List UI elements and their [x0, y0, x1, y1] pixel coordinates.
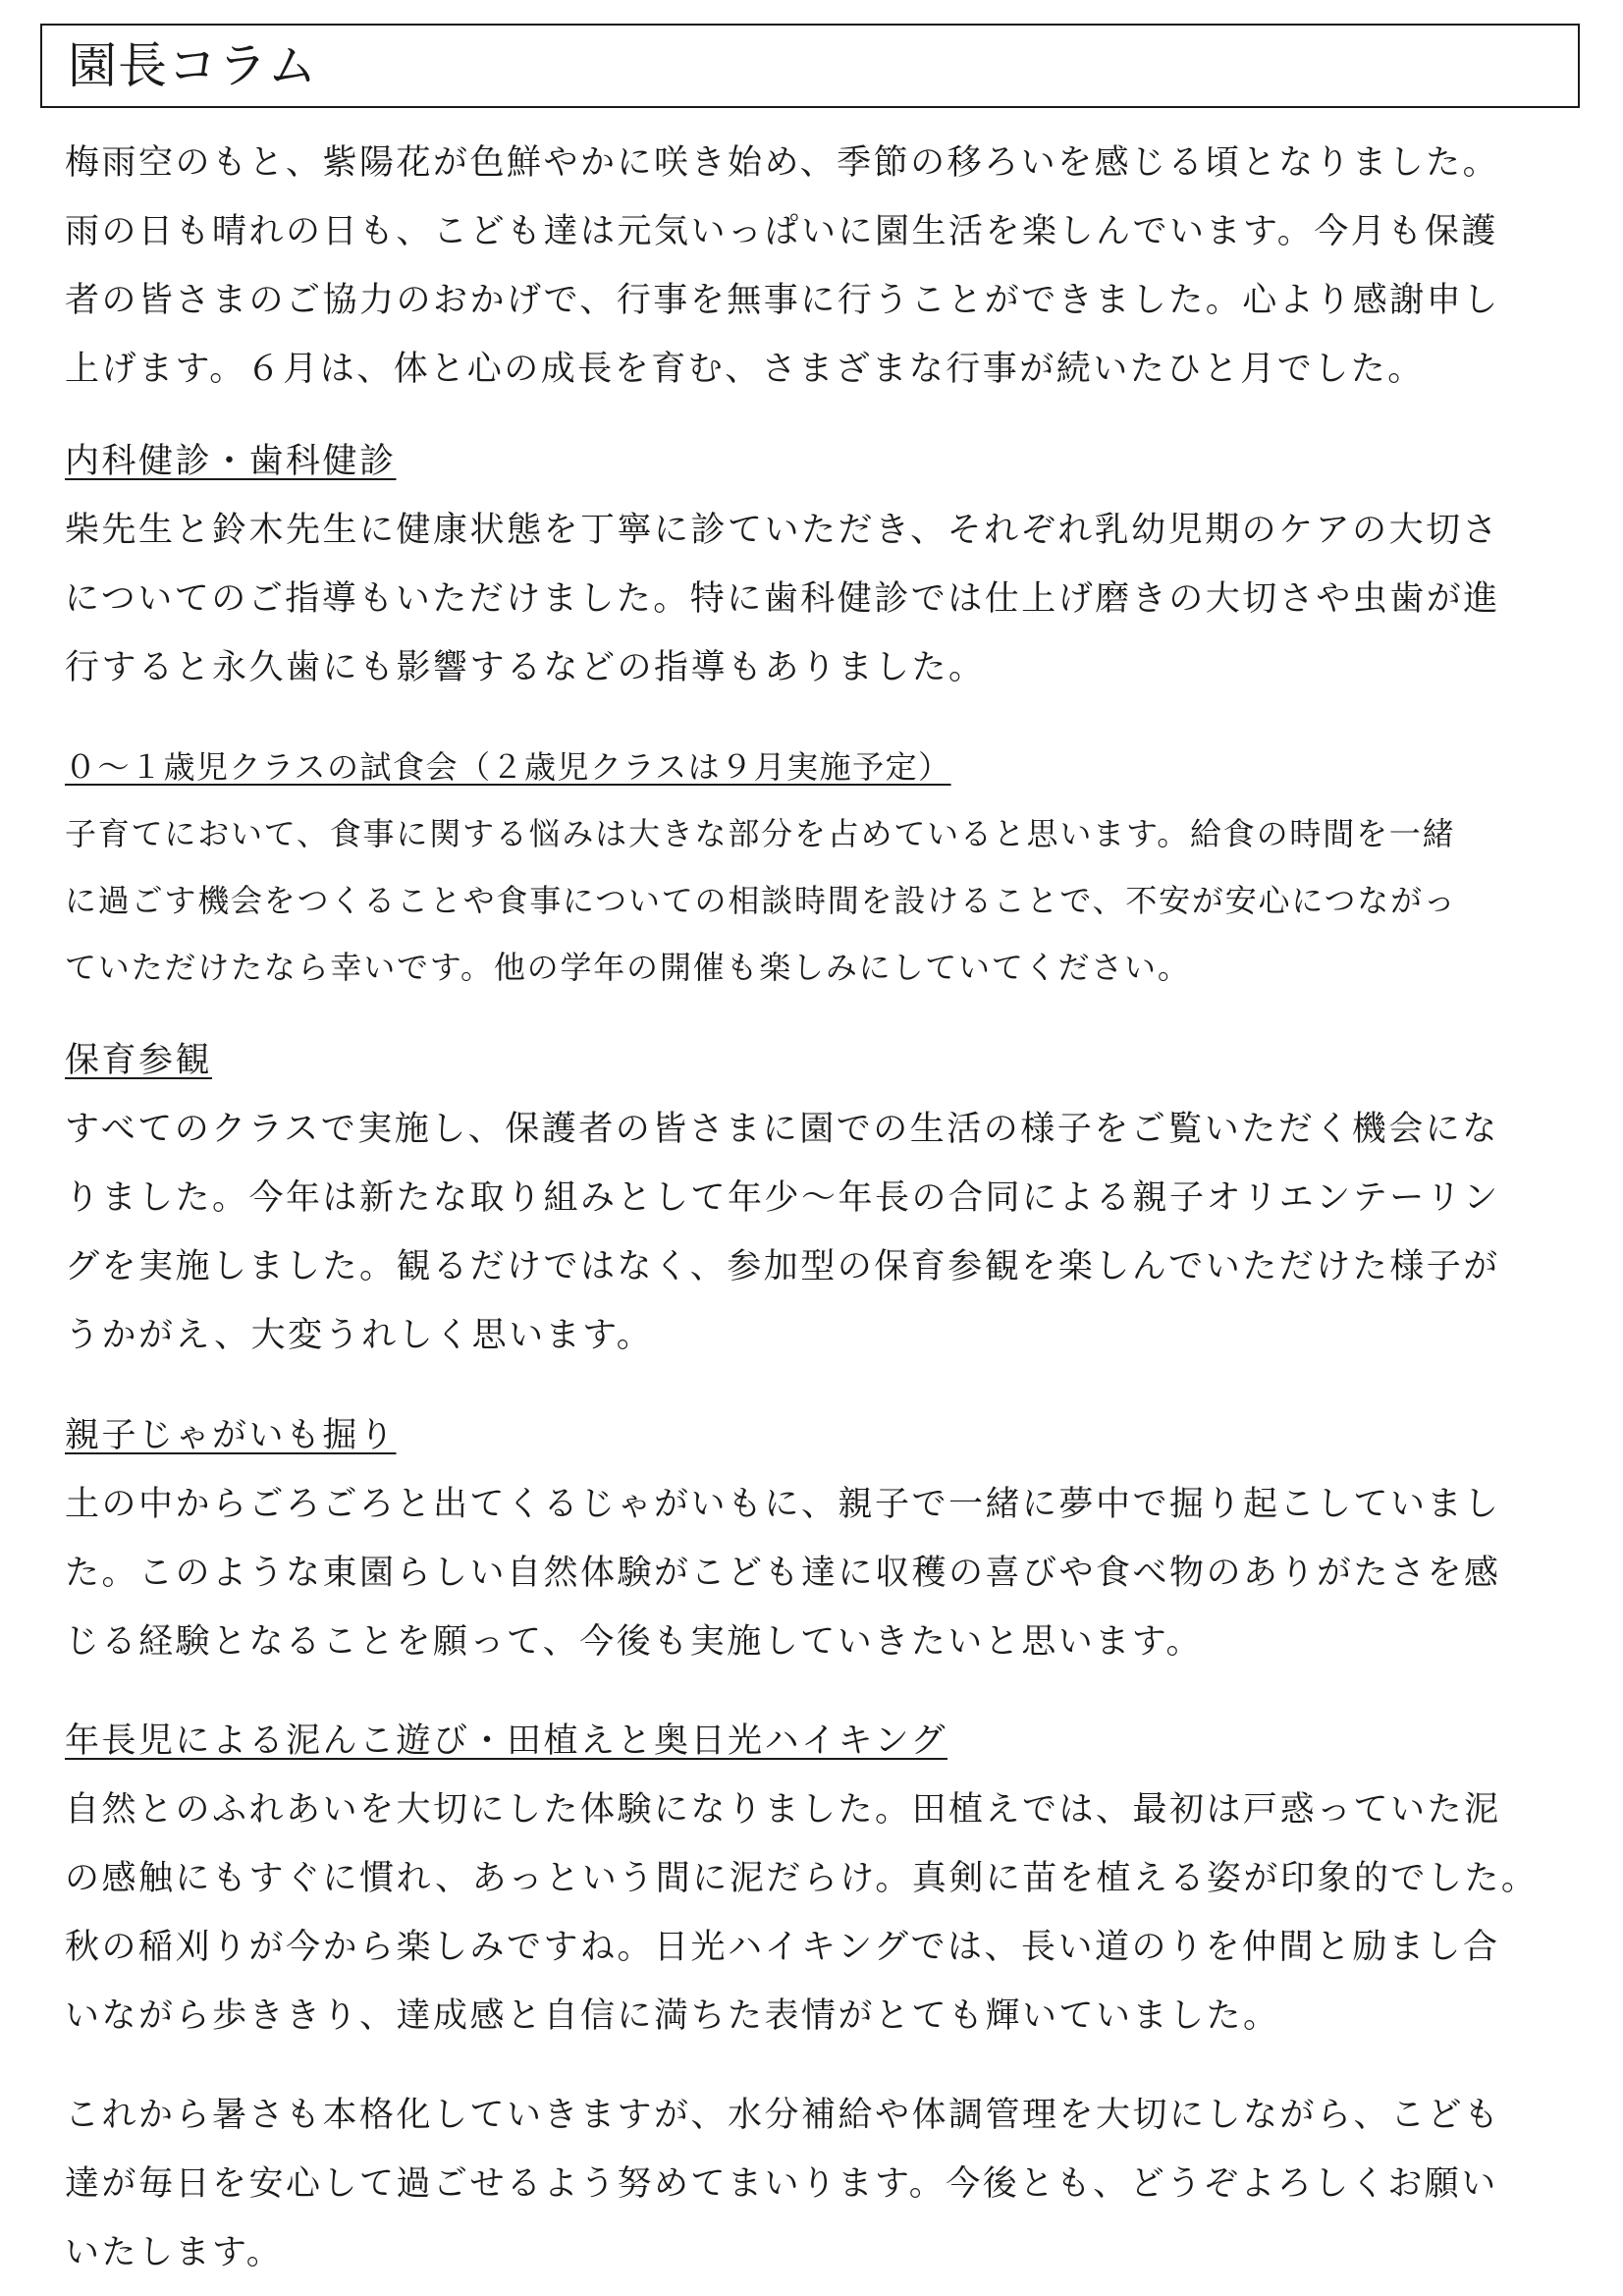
section-line: ていただけたなら幸いです。他の学年の開催も楽しみにしていてください。 [65, 949, 1191, 986]
section-line: に過ごす機会をつくることや食事についての相談時間を設けることで、不安が安心につながっ [65, 882, 1457, 919]
section-line: の感触にもすぐに慣れ、あっという間に泥だらけ。真剣に苗を植える姿が印象的でした。 [65, 1859, 1539, 1898]
closing-line: いたします。 [65, 2233, 284, 2272]
section-line: すべてのクラスで実施し、保護者の皆さまに園での生活の様子をご覧いただく機会にな [65, 1110, 1499, 1149]
section-heading: 親子じゃがいも掘り [65, 1416, 397, 1455]
section-line: いながら歩ききり、達成感と自信に満ちた表情がとても輝いていました。 [65, 1996, 1280, 2036]
section-line: 子育てにおいて、食事に関する悩みは大きな部分を占めていると思います。給食の時間を一緒 [65, 815, 1456, 852]
section-heading: 保育参観 [65, 1041, 213, 1080]
title-box [40, 24, 1580, 108]
closing-line: これから暑さも本格化していきますが、水分補給や体調管理を大切にしながら、こども [65, 2096, 1501, 2135]
section-heading: 内科健診・歯科健診 [65, 442, 397, 481]
section-heading: ０～１歳児クラスの試食会（２歳児クラスは９月実施予定） [65, 748, 951, 786]
section-line: りました。今年は新たな取り組みとして年少～年長の合同による親子オリエンテーリン [65, 1178, 1500, 1218]
intro-line: 梅雨空のもと、紫陽花が色鮮やかに咲き始め、季節の移ろいを感じる頃となりました。 [65, 143, 1500, 183]
section-line: 柴先生と鈴木先生に健康状態を丁寧に診ていただき、それぞれ乳幼児期のケアの大切さ [65, 511, 1500, 550]
section-heading: 年長児による泥んこ遊び・田植えと奥日光ハイキング [65, 1722, 947, 1761]
section-line: 秋の稲刈りが今から楽しみですね。日光ハイキングでは、長い道のりを仲間と励まし合 [65, 1928, 1500, 1967]
intro-line: 上げます。６月は、体と心の成長を育む、さまざまな行事が続いたひと月でした。 [65, 350, 1425, 389]
page-title: 園長コラム [68, 37, 318, 94]
section-line: じる経験となることを願って、今後も実施していきたいと思います。 [65, 1622, 1204, 1662]
section-line: うかがえ、大変うれしく思います。 [65, 1316, 654, 1355]
section-line: 自然とのふれあいを大切にした体験になりました。田植えでは、最初は戸惑っていた泥 [65, 1790, 1501, 1830]
intro-line: 雨の日も晴れの日も、こども達は元気いっぱいに園生活を楽しんでいます。今月も保護 [65, 212, 1498, 251]
closing-line: 達が毎日を安心して過ごせるよう努めてまいります。今後とも、どうぞよろしくお願い [65, 2164, 1498, 2204]
section-line: についてのご指導もいただけました。特に歯科健診では仕上げ磨きの大切さや虫歯が進 [65, 579, 1500, 619]
section-line: 土の中からごろごろと出てくるじゃがいもに、親子で一緒に夢中で掘り起こしていまし [65, 1485, 1501, 1524]
section-line: た。このような東園らしい自然体験がこども達に収穫の喜びや食べ物のありがたさを感 [65, 1554, 1501, 1593]
section-line: 行すると永久歯にも影響するなどの指導もありました。 [65, 648, 986, 687]
intro-line: 者の皆さまのご協力のおかげで、行事を無事に行うことができました。心より感謝申し [65, 281, 1500, 320]
section-line: グを実施しました。観るだけではなく、参加型の保育参観を楽しんでいただけた様子が [65, 1247, 1500, 1286]
